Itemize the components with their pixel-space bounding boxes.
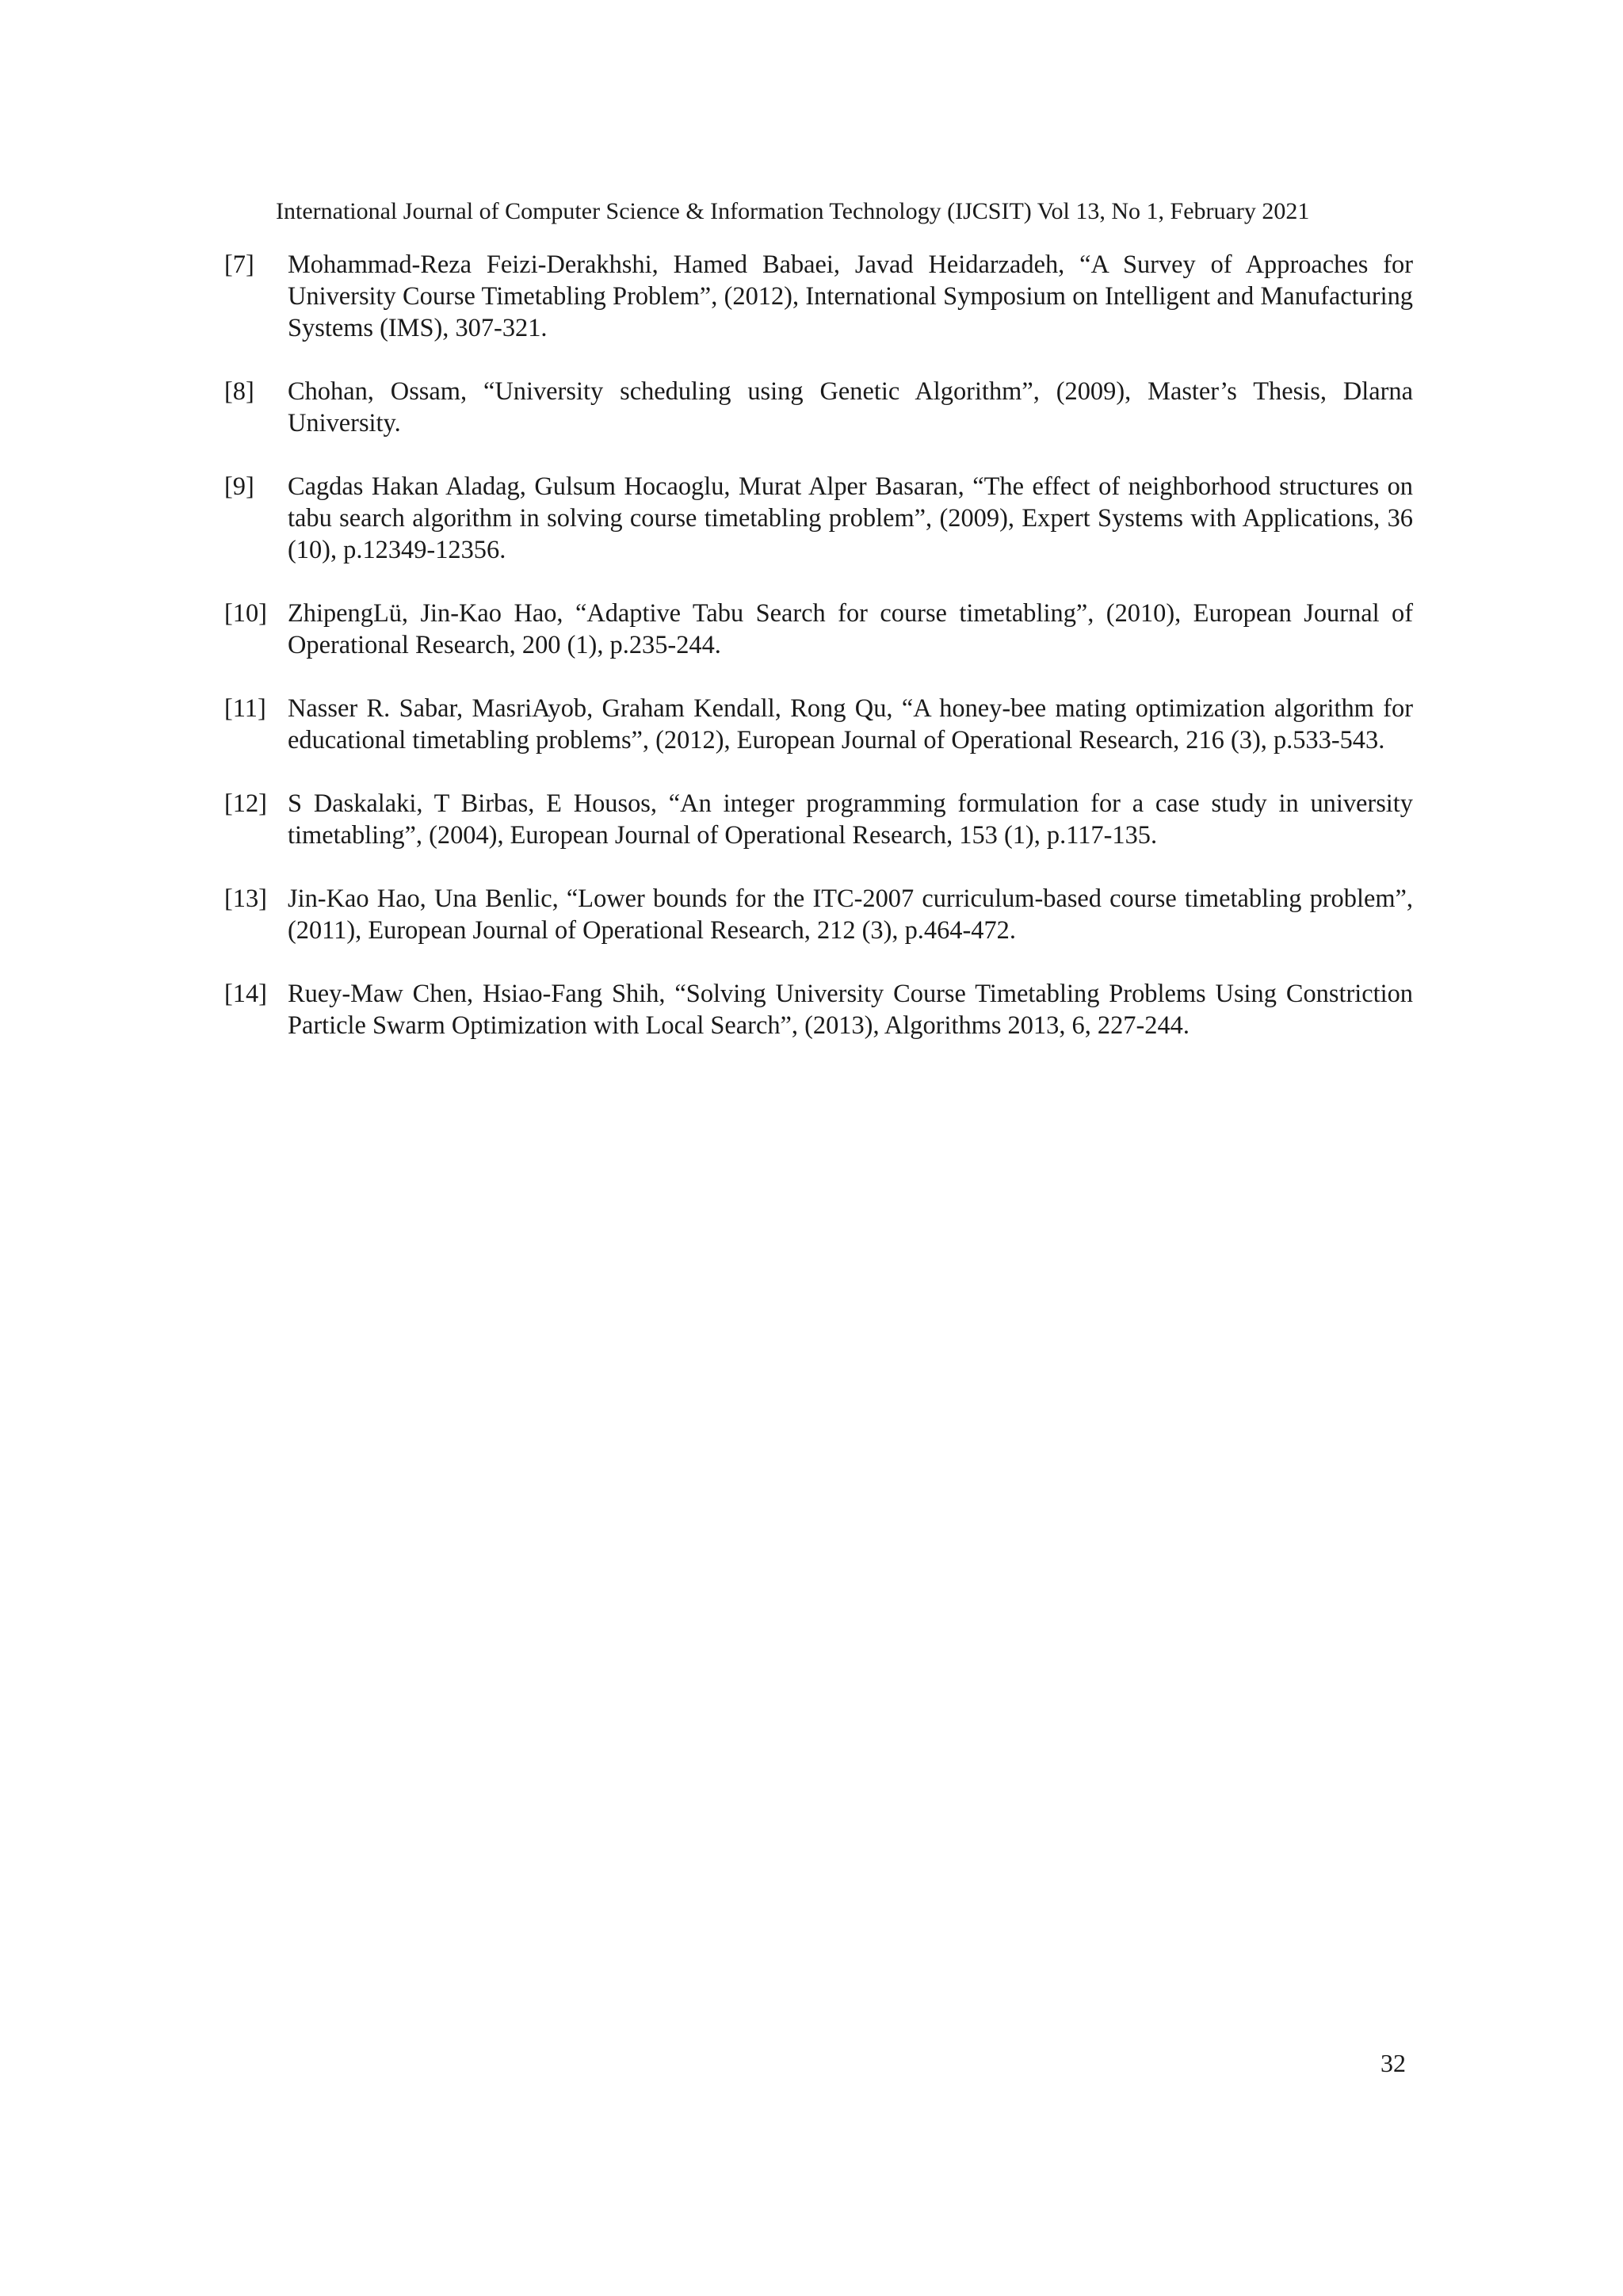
reference-number: [12] xyxy=(224,789,267,818)
reference-number: [7] xyxy=(224,250,254,279)
reference-text: Nasser R. Sabar, MasriAyob, Graham Kendall, Rong Qu, “A honey-bee mating optimization algorithm for educational timetabling problems”, (2012), European Journal of Operational Research, 216 (3), p.533-543. xyxy=(288,694,1413,755)
reference-item xyxy=(224,978,1413,1041)
reference-number: [11] xyxy=(224,694,266,723)
reference-item xyxy=(224,249,1413,344)
reference-text: Jin-Kao Hao, Una Benlic, “Lower bounds for the ITC-2007 curriculum-based course timetabling problem”, (2011), European Journal of Operational Research, 212 (3), p.464-472. xyxy=(288,884,1413,945)
reference-item xyxy=(224,693,1413,756)
reference-list xyxy=(224,249,1413,1041)
reference-text: Mohammad-Reza Feizi-Derakhshi, Hamed Babaei, Javad Heidarzadeh, “A Survey of Approaches for University Course Timetabling Problem”, (2012), International Symposium on Intelligent and Manufacturing Systems (IMS), 307-321. xyxy=(288,250,1413,342)
reference-item xyxy=(224,788,1413,851)
reference-item xyxy=(224,376,1413,439)
reference-text: Cagdas Hakan Aladag, Gulsum Hocaoglu, Murat Alper Basaran, “The effect of neighborhood structures on tabu search algorithm in solving course timetabling problem”, (2009), Expert Systems with Applications, 36 (10), p.12349-12356. xyxy=(288,472,1413,564)
reference-number: [8] xyxy=(224,377,254,406)
page-number: 32 xyxy=(1381,2049,1406,2077)
reference-text: Ruey-Maw Chen, Hsiao-Fang Shih, “Solving University Course Timetabling Problems Using Constriction Particle Swarm Optimization with Local Search”, (2013), Algorithms 2013, 6, 227-244. xyxy=(288,980,1413,1040)
reference-item xyxy=(224,471,1413,566)
reference-text: Chohan, Ossam, “University scheduling using Genetic Algorithm”, (2009), Master’s Thesis, Dlarna University. xyxy=(288,377,1413,437)
reference-number: [14] xyxy=(224,980,267,1008)
reference-number: [10] xyxy=(224,599,267,628)
running-header: International Journal of Computer Science & Information Technology (IJCSIT) Vol 13, No 1, February 2021 xyxy=(276,198,1310,224)
reference-number: [9] xyxy=(224,472,254,501)
reference-text: S Daskalaki, T Birbas, E Housos, “An integer programming formulation for a case study in university timetabling”, (2004), European Journal of Operational Research, 153 (1), p.117-135. xyxy=(288,789,1413,850)
reference-number: [13] xyxy=(224,884,267,913)
reference-text: ZhipengLü, Jin-Kao Hao, “Adaptive Tabu Search for course timetabling”, (2010), European Journal of Operational Research, 200 (1), p.235-244. xyxy=(288,599,1413,659)
reference-item xyxy=(224,883,1413,946)
reference-item xyxy=(224,598,1413,661)
